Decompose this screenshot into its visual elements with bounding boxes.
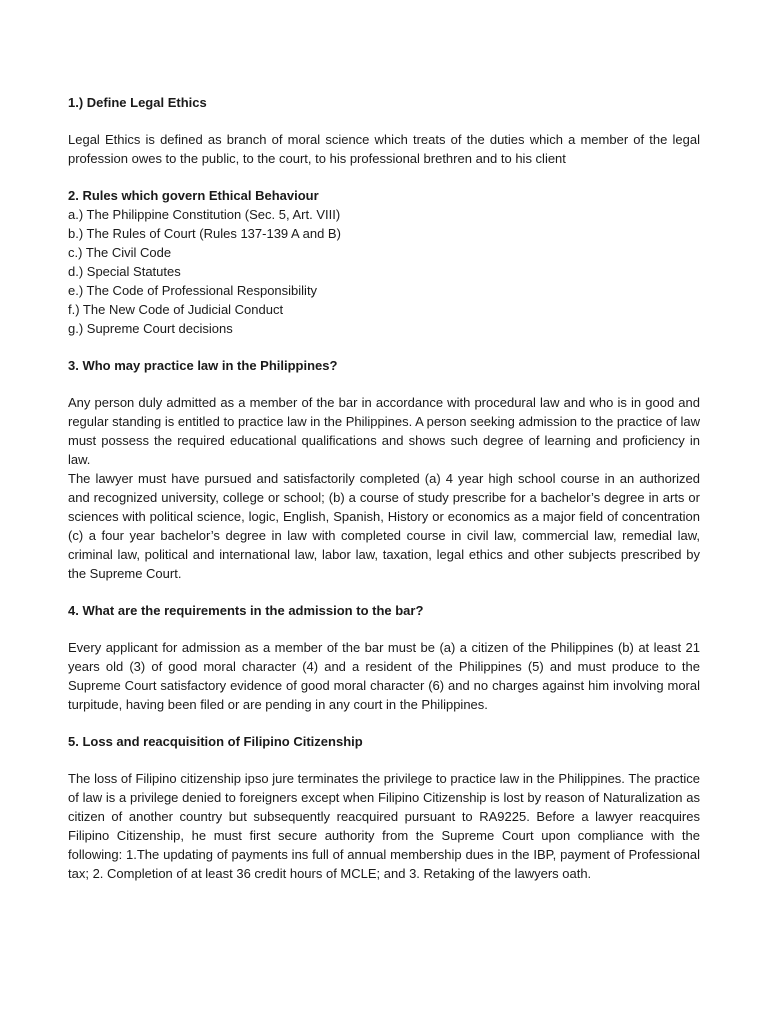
paragraph: Any person duly admitted as a member of the bar in accordance with procedural law and who is in good and regular standing is entitled to practice law in the Philippines. A person seeking admission to the practice of law must possess the required educational qualifications and shows such degree of learning and proficiency in law. (68, 395, 700, 467)
section-heading: 5. Loss and reacquisition of Filipino Citizenship (68, 734, 363, 749)
document-page (68, 93, 700, 883)
section-admission-requirements (68, 601, 700, 714)
paragraph: Every applicant for admission as a member of the bar must be (a) a citizen of the Philippines (b) at least 21 years old (3) of good moral character (4) and a resident of the Philippines (5) and must produce to the Supreme Court satisfactory evidence of good moral character (6) and no charges against him involving moral turpitude, having been filed or are pending in any court in the Philippines. (68, 640, 700, 712)
section-rules-ethical-behaviour (68, 186, 700, 338)
list-item: a.) The Philippine Constitution (Sec. 5, Art. VIII) (68, 207, 341, 222)
section-heading: 3. Who may practice law in the Philippines? (68, 358, 338, 373)
list-item: b.) The Rules of Court (Rules 137-139 A and B) (68, 226, 341, 241)
section-define-legal-ethics (68, 93, 700, 168)
section-heading: 4. What are the requirements in the admission to the bar? (68, 603, 424, 618)
list-item: g.) Supreme Court decisions (68, 321, 233, 336)
list-item: c.) The Civil Code (68, 245, 172, 260)
list-item: f.) The New Code of Judicial Conduct (68, 302, 284, 317)
paragraph: The lawyer must have pursued and satisfactorily completed (a) 4 year high school course in an authorized and recognized university, college or school; (b) a course of study prescribe for a bachelor’s degree in arts or sciences with political science, logic, English, Spanish, History or economics as a major field of concentration (c) a four year bachelor’s degree in law with completed course in civil law, commercial law, remedial law, criminal law, political and international law, labor law, taxation, legal ethics and other subjects prescribed by the Supreme Court. (68, 471, 700, 581)
paragraph: Legal Ethics is defined as branch of moral science which treats of the duties which a member of the legal profession owes to the public, to the court, to his professional brethren and to his client (68, 132, 700, 166)
section-citizenship (68, 732, 700, 883)
list-item: d.) Special Statutes (68, 264, 181, 279)
section-heading: 2. Rules which govern Ethical Behaviour (68, 188, 319, 203)
list-item: e.) The Code of Professional Responsibility (68, 283, 318, 298)
section-heading: 1.) Define Legal Ethics (68, 95, 207, 110)
rules-list (68, 205, 700, 338)
paragraph: The loss of Filipino citizenship ipso jure terminates the privilege to practice law in the Philippines. The practice of law is a privilege denied to foreigners except when Filipino Citizenship is lost by reason of Naturalization as citizen of another country but subsequently reacquired pursuant to RA9225. Before a lawyer reacquires Filipino Citizenship, he must first secure authority from the Supreme Court upon compliance with the following: 1.The updating of payments ins full of annual membership dues in the IBP, payment of Professional tax; 2. Completion of at least 36 credit hours of MCLE; and 3. Retaking of the lawyers oath. (68, 771, 700, 881)
section-who-may-practice (68, 356, 700, 583)
